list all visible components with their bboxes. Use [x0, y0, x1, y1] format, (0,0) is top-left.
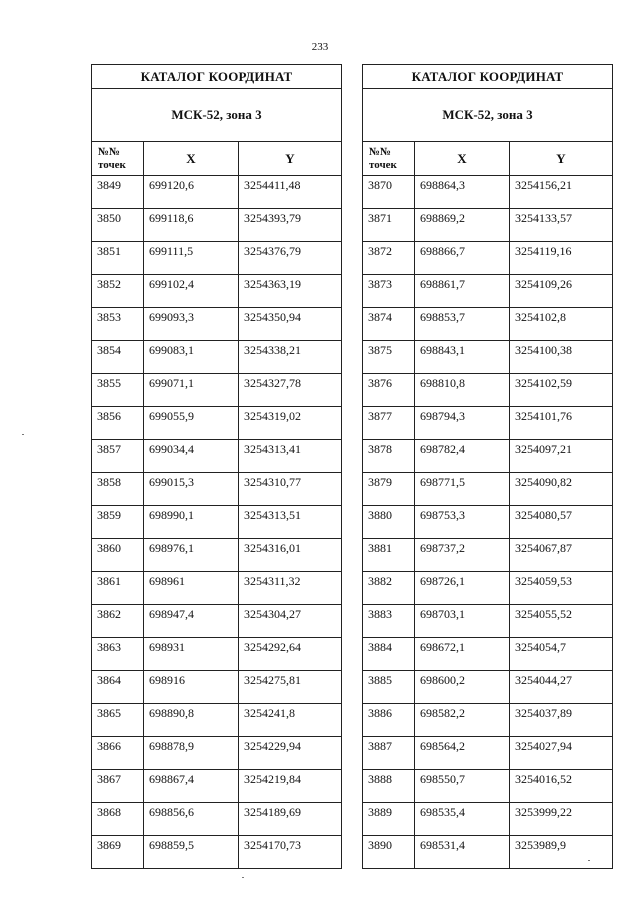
- x-coordinate-cell: 698861,7: [415, 275, 510, 308]
- table-row: [92, 737, 342, 770]
- x-coordinate-cell: 698859,5: [144, 836, 239, 869]
- y-coordinate-cell: 3254327,78: [239, 374, 342, 407]
- y-coordinate-cell: 3254411,48: [239, 176, 342, 209]
- x-header: X: [144, 142, 239, 176]
- y-coordinate-cell: 3254316,01: [239, 539, 342, 572]
- x-coordinate-cell: 699120,6: [144, 176, 239, 209]
- table-row: [363, 638, 613, 671]
- y-coordinate-cell: 3254044,27: [510, 671, 613, 704]
- point-number-header-line1: №№: [98, 145, 121, 158]
- page-number: 233: [311, 41, 329, 53]
- y-coordinate-cell: 3254055,52: [510, 605, 613, 638]
- y-coordinate-cell: 3254016,52: [510, 770, 613, 803]
- table-row: [92, 242, 342, 275]
- y-coordinate-cell: 3253999,22: [510, 803, 613, 836]
- y-coordinate-cell: 3254133,57: [510, 209, 613, 242]
- x-coordinate-cell: 698672,1: [415, 638, 510, 671]
- point-number-header: [92, 142, 144, 176]
- point-number-cell: 3880: [363, 506, 415, 539]
- point-number-cell: 3862: [92, 605, 144, 638]
- x-coordinate-cell: 698864,3: [415, 176, 510, 209]
- table-row: [92, 506, 342, 539]
- y-coordinate-cell: 3254109,26: [510, 275, 613, 308]
- table-row: [92, 605, 342, 638]
- point-number-cell: 3861: [92, 572, 144, 605]
- point-number-cell: 3859: [92, 506, 144, 539]
- coordinate-system-label: МСК-52, зона 3: [363, 89, 613, 142]
- point-number-cell: 3851: [92, 242, 144, 275]
- y-coordinate-cell: 3254067,87: [510, 539, 613, 572]
- y-coordinate-cell: 3254027,94: [510, 737, 613, 770]
- y-coordinate-cell: 3254156,21: [510, 176, 613, 209]
- y-coordinate-cell: 3254090,82: [510, 473, 613, 506]
- y-coordinate-cell: 3254101,76: [510, 407, 613, 440]
- table-row: [363, 539, 613, 572]
- table-row: [92, 209, 342, 242]
- coordinate-catalog-right: [362, 64, 613, 869]
- table-row: [92, 374, 342, 407]
- point-number-cell: 3857: [92, 440, 144, 473]
- point-number-cell: 3869: [92, 836, 144, 869]
- x-coordinate-cell: 698564,2: [415, 737, 510, 770]
- y-coordinate-cell: 3254119,16: [510, 242, 613, 275]
- point-number-cell: 3852: [92, 275, 144, 308]
- table-row: [92, 341, 342, 374]
- table-row: [92, 803, 342, 836]
- y-coordinate-cell: 3254393,79: [239, 209, 342, 242]
- catalog-title: КАТАЛОГ КООРДИНАТ: [92, 65, 342, 89]
- point-number-cell: 3854: [92, 341, 144, 374]
- x-coordinate-cell: 698737,2: [415, 539, 510, 572]
- y-coordinate-cell: 3254338,21: [239, 341, 342, 374]
- table-row: [363, 473, 613, 506]
- x-coordinate-cell: 698869,2: [415, 209, 510, 242]
- scan-speck: [22, 434, 24, 435]
- scan-speck: [242, 877, 244, 878]
- x-coordinate-cell: 699055,9: [144, 407, 239, 440]
- table-row: [363, 803, 613, 836]
- x-coordinate-cell: 698771,5: [415, 473, 510, 506]
- point-number-cell: 3882: [363, 572, 415, 605]
- table-row: [363, 506, 613, 539]
- x-coordinate-cell: 698531,4: [415, 836, 510, 869]
- point-number-cell: 3866: [92, 737, 144, 770]
- y-coordinate-cell: 3253989,9: [510, 836, 613, 869]
- x-coordinate-cell: 698916: [144, 671, 239, 704]
- table-row: [92, 572, 342, 605]
- x-coordinate-cell: 698726,1: [415, 572, 510, 605]
- y-coordinate-cell: 3254102,8: [510, 308, 613, 341]
- point-number-cell: 3855: [92, 374, 144, 407]
- y-coordinate-cell: 3254311,32: [239, 572, 342, 605]
- x-header: X: [415, 142, 510, 176]
- table-row: [363, 275, 613, 308]
- point-number-header-line2: точек: [98, 158, 126, 171]
- y-coordinate-cell: 3254292,64: [239, 638, 342, 671]
- x-coordinate-cell: 699118,6: [144, 209, 239, 242]
- x-coordinate-cell: 698961: [144, 572, 239, 605]
- x-coordinate-cell: 698535,4: [415, 803, 510, 836]
- y-coordinate-cell: 3254313,41: [239, 440, 342, 473]
- table-row: [92, 671, 342, 704]
- point-number-header: [363, 142, 415, 176]
- x-coordinate-cell: 698794,3: [415, 407, 510, 440]
- point-number-cell: 3878: [363, 440, 415, 473]
- y-coordinate-cell: 3254350,94: [239, 308, 342, 341]
- y-coordinate-cell: 3254313,51: [239, 506, 342, 539]
- table-row: [363, 374, 613, 407]
- coordinate-system-label: МСК-52, зона 3: [92, 89, 342, 142]
- x-coordinate-cell: 699111,5: [144, 242, 239, 275]
- y-coordinate-cell: 3254304,27: [239, 605, 342, 638]
- point-number-cell: 3872: [363, 242, 415, 275]
- point-number-cell: 3876: [363, 374, 415, 407]
- x-coordinate-cell: 698810,8: [415, 374, 510, 407]
- x-coordinate-cell: 698753,3: [415, 506, 510, 539]
- table-row: [92, 275, 342, 308]
- y-coordinate-cell: 3254102,59: [510, 374, 613, 407]
- point-number-cell: 3879: [363, 473, 415, 506]
- column-header-row: [363, 142, 613, 176]
- point-number-cell: 3853: [92, 308, 144, 341]
- y-coordinate-cell: 3254319,02: [239, 407, 342, 440]
- table-row: [363, 176, 613, 209]
- y-header: Y: [510, 142, 613, 176]
- table-row: [92, 770, 342, 803]
- point-number-cell: 3850: [92, 209, 144, 242]
- scan-speck: [588, 860, 590, 861]
- x-coordinate-cell: 698866,7: [415, 242, 510, 275]
- point-number-cell: 3849: [92, 176, 144, 209]
- y-coordinate-cell: 3254219,84: [239, 770, 342, 803]
- x-coordinate-cell: 698867,4: [144, 770, 239, 803]
- coordinate-catalog-left: [91, 64, 342, 869]
- table-row: [363, 308, 613, 341]
- x-coordinate-cell: 698853,7: [415, 308, 510, 341]
- table-row: [363, 704, 613, 737]
- table-row: [363, 671, 613, 704]
- catalog-title: КАТАЛОГ КООРДИНАТ: [363, 65, 613, 89]
- table-row: [92, 638, 342, 671]
- y-coordinate-cell: 3254097,21: [510, 440, 613, 473]
- y-coordinate-cell: 3254229,94: [239, 737, 342, 770]
- x-coordinate-cell: 698600,2: [415, 671, 510, 704]
- y-coordinate-cell: 3254241,8: [239, 704, 342, 737]
- y-coordinate-cell: 3254275,81: [239, 671, 342, 704]
- point-number-cell: 3874: [363, 308, 415, 341]
- x-coordinate-cell: 698976,1: [144, 539, 239, 572]
- point-number-cell: 3877: [363, 407, 415, 440]
- table-row: [363, 209, 613, 242]
- point-number-cell: 3868: [92, 803, 144, 836]
- y-coordinate-cell: 3254310,77: [239, 473, 342, 506]
- point-number-cell: 3875: [363, 341, 415, 374]
- point-number-cell: 3873: [363, 275, 415, 308]
- x-coordinate-cell: 698947,4: [144, 605, 239, 638]
- point-number-cell: 3889: [363, 803, 415, 836]
- column-header-row: [92, 142, 342, 176]
- x-coordinate-cell: 698550,7: [415, 770, 510, 803]
- point-number-cell: 3884: [363, 638, 415, 671]
- x-coordinate-cell: 698931: [144, 638, 239, 671]
- table-body: [363, 176, 613, 869]
- point-number-cell: 3887: [363, 737, 415, 770]
- table-row: [363, 737, 613, 770]
- y-coordinate-cell: 3254376,79: [239, 242, 342, 275]
- y-coordinate-cell: 3254363,19: [239, 275, 342, 308]
- point-number-cell: 3890: [363, 836, 415, 869]
- point-number-cell: 3883: [363, 605, 415, 638]
- point-number-header-line1: №№: [369, 145, 392, 158]
- point-number-cell: 3870: [363, 176, 415, 209]
- table-row: [92, 176, 342, 209]
- table-row: [363, 341, 613, 374]
- table-row: [363, 407, 613, 440]
- table-row: [92, 836, 342, 869]
- y-coordinate-cell: 3254170,73: [239, 836, 342, 869]
- point-number-cell: 3871: [363, 209, 415, 242]
- point-number-cell: 3881: [363, 539, 415, 572]
- table-row: [363, 242, 613, 275]
- point-number-cell: 3863: [92, 638, 144, 671]
- y-coordinate-cell: 3254059,53: [510, 572, 613, 605]
- x-coordinate-cell: 699102,4: [144, 275, 239, 308]
- x-coordinate-cell: 698856,6: [144, 803, 239, 836]
- table-row: [363, 836, 613, 869]
- table-row: [92, 473, 342, 506]
- point-number-cell: 3856: [92, 407, 144, 440]
- x-coordinate-cell: 698878,9: [144, 737, 239, 770]
- x-coordinate-cell: 699083,1: [144, 341, 239, 374]
- table-row: [92, 440, 342, 473]
- table-row: [92, 539, 342, 572]
- x-coordinate-cell: 698782,4: [415, 440, 510, 473]
- point-number-cell: 3886: [363, 704, 415, 737]
- table-row: [92, 407, 342, 440]
- table-body: [92, 176, 342, 869]
- point-number-cell: 3864: [92, 671, 144, 704]
- point-number-cell: 3867: [92, 770, 144, 803]
- table-row: [363, 770, 613, 803]
- point-number-cell: 3885: [363, 671, 415, 704]
- y-header: Y: [239, 142, 342, 176]
- y-coordinate-cell: 3254037,89: [510, 704, 613, 737]
- x-coordinate-cell: 698890,8: [144, 704, 239, 737]
- y-coordinate-cell: 3254054,7: [510, 638, 613, 671]
- y-coordinate-cell: 3254100,38: [510, 341, 613, 374]
- table-row: [92, 704, 342, 737]
- x-coordinate-cell: 698703,1: [415, 605, 510, 638]
- table-row: [363, 572, 613, 605]
- x-coordinate-cell: 698582,2: [415, 704, 510, 737]
- table-row: [363, 605, 613, 638]
- table-row: [363, 440, 613, 473]
- x-coordinate-cell: 699093,3: [144, 308, 239, 341]
- x-coordinate-cell: 699015,3: [144, 473, 239, 506]
- point-number-cell: 3860: [92, 539, 144, 572]
- y-coordinate-cell: 3254080,57: [510, 506, 613, 539]
- point-number-cell: 3858: [92, 473, 144, 506]
- x-coordinate-cell: 699071,1: [144, 374, 239, 407]
- x-coordinate-cell: 698990,1: [144, 506, 239, 539]
- point-number-cell: 3865: [92, 704, 144, 737]
- table-row: [92, 308, 342, 341]
- point-number-cell: 3888: [363, 770, 415, 803]
- x-coordinate-cell: 699034,4: [144, 440, 239, 473]
- x-coordinate-cell: 698843,1: [415, 341, 510, 374]
- y-coordinate-cell: 3254189,69: [239, 803, 342, 836]
- point-number-header-line2: точек: [369, 158, 397, 171]
